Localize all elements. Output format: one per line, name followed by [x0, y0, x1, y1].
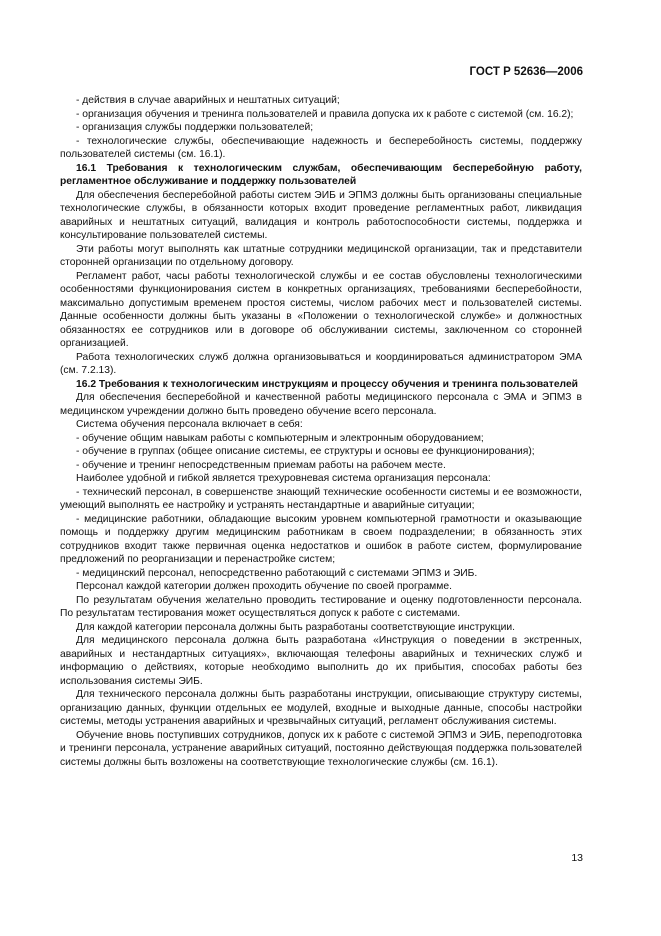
paragraph: Обучение вновь поступивших сотрудников, допуск их к работе с системой ЭПМЗ и ЭИБ, переподготовка и тренинги персонала, устранение аварийных ситуаций, постоянно действующая поддержка пользователей системы должны быть возложены на соответствующие технологические службы (см. 16.1).: [60, 729, 582, 768]
paragraph: - обучение общим навыкам работы с компьютерным и электронным оборудованием;: [76, 432, 484, 444]
paragraph: - организация службы поддержки пользователей;: [76, 122, 314, 133]
document-header: ГОСТ Р 52636—2006: [469, 66, 583, 78]
paragraph: - технический персонал, в совершенстве знающий технические особенности системы и ее возможности, умеющий выполнять ее настройку и устранять нестандартные и аварийные ситуации;: [60, 486, 582, 511]
paragraph: Система обучения персонала включает в себя:: [76, 419, 303, 430]
paragraph: По результатам обучения желательно проводить тестирование и оценку подготовленности персонала. По результатам тестирования может осуществляться допуск к работе с системами.: [60, 594, 582, 619]
paragraph: Для каждой категории персонала должны быть разработаны соответствующие инструкции.: [76, 621, 515, 633]
document-body: [60, 94, 582, 769]
paragraph: Для технического персонала должны быть разработаны инструкции, описывающие структуру системы, организацию данных, функции отдельных ее модулей, входные и выходные данные, способы настройки системы, методы устранения аварийных и чрезвычайных ситуаций, регламент обслуживания системы.: [60, 689, 582, 727]
paragraph: Для медицинского персонала должна быть разработана «Инструкция о поведении в экстренных, аварийных и нестандартных ситуациях», включающая телефоны аварийных и технических служб и информацию о действиях, которые необходимо выполнить до их прибытия, способах работы без использования системы ЭИБ.: [60, 635, 582, 687]
paragraph: - обучение в группах (общее описание системы, ее структуры и основы ее функционирования);: [76, 446, 535, 457]
paragraph: Наиболее удобной и гибкой является трехуровневая система организация персонала:: [76, 473, 491, 484]
paragraph: Персонал каждой категории должен проходить обучение по своей программе.: [76, 581, 452, 592]
paragraph: - организация обучения и тренинга пользователей и правила допуска их к работе с системой (см. 16.2);: [76, 108, 574, 120]
paragraph: Регламент работ, часы работы технологической службы и ее состав обусловлены технологическими особенностями функционирования систем в конкретных организациях, требованиями бесперебойности, максимально допустимым временем простоя системы, числом рабочих мест и пользователей системы. Данные особенности должны быть указаны в «Положении о технологической службе» и должностных обязанностях ее сотрудников или в договоре об обслуживании системы, заключенном со сторонней организацией.: [60, 270, 582, 349]
page-number: 13: [571, 852, 583, 864]
paragraph: - технологические службы, обеспечивающие надежность и бесперебойность системы, поддержку пользователей системы (см. 16.1).: [60, 135, 582, 160]
paragraph: Для обеспечения бесперебойной работы систем ЭИБ и ЭПМЗ должны быть организованы специальные технологические службы, в обязанности которых входит проведение регламентных работ, ликвидация аварийных и нештатных ситуаций, валидация и контроль работоспособности системы, поддержка и консультирование пользователей системы.: [60, 189, 582, 241]
paragraph: - действия в случае аварийных и нештатных ситуаций;: [76, 95, 340, 106]
paragraph: - медицинские работники, обладающие высоким уровнем компьютерной грамотности и оказывающие помощь и поддержку другим медицинским работникам в своем подразделении; в обязанность этих сотрудников входит также первичная оценка недостатков и ошибок в работе систем, формулирование предложений по реорганизации и перенастройке систем;: [60, 513, 582, 565]
paragraph: Эти работы могут выполнять как штатные сотрудники медицинской организации, так и представители сторонней организации по отдельному договору.: [60, 243, 582, 268]
section-heading: 16.2 Требования к технологическим инструкциям и процессу обучения и тренинга пользователей: [76, 378, 579, 390]
paragraph: - медицинский персонал, непосредственно работающий с системами ЭПМЗ и ЭИБ.: [76, 567, 478, 579]
paragraph: Работа технологических служб должна организовываться и координироваться администратором ЭМА (см. 7.2.13).: [60, 351, 582, 376]
paragraph: Для обеспечения бесперебойной и качественной работы медицинского персонала с ЭМА и ЭПМЗ в медицинском учреждении должно быть проведено обучение всего персонала.: [60, 392, 582, 417]
paragraph: - обучение и тренинг непосредственным приемам работы на рабочем месте.: [76, 459, 446, 471]
section-heading: 16.1 Требования к технологическим службам, обеспечивающим бесперебойную работу, регламентное обслуживание и поддержку пользователей: [60, 162, 582, 187]
